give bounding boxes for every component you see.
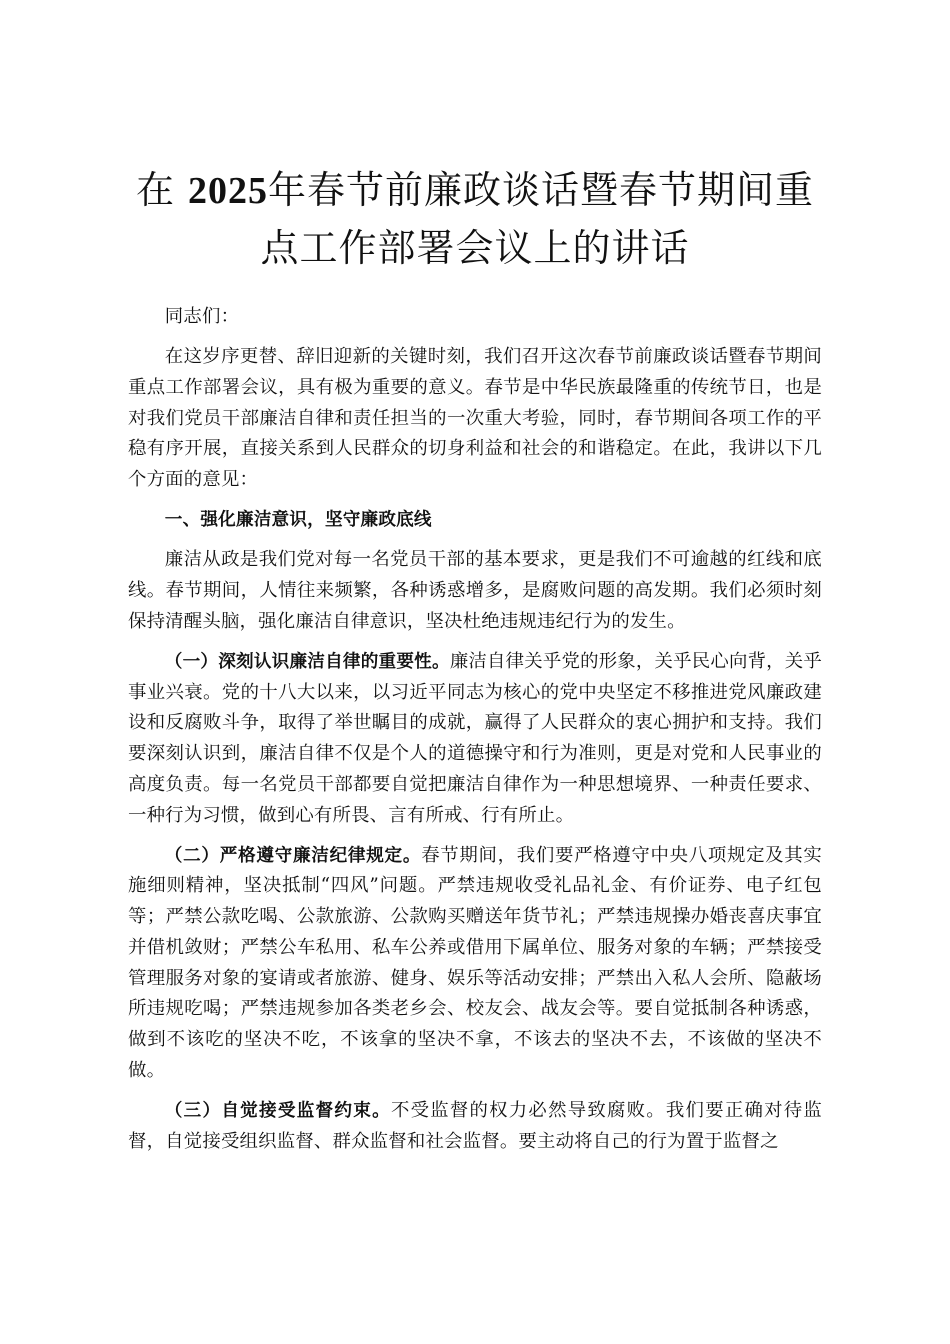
item-1-lead: （一）深刻认识廉洁自律的重要性。 xyxy=(164,652,450,673)
item-1-text: 廉洁自律关乎党的形象，关乎民心向背，关乎事业兴衰。党的十八大以来，以习近平同志为核心的党中央坚定不移推进党风廉政建设和反腐败斗争，取得了举世瞩目的成就，赢得了人民群众的衷心拥护和支持。我们要深刻认识到，廉洁自律不仅是个人的道德操守和行为准则，更是对党和人民事业的高度负责。每一名党员干部都要自觉把廉洁自律作为一种思想境界、一种责任要求、一种行为习惯，做到心有所畏、言有所戒、行有所止。 xyxy=(128,651,822,826)
section-1-heading-text: 一、强化廉洁意识，坚守廉政底线 xyxy=(164,510,432,531)
item-3-text: 不受监督的权力必然导致腐败。我们要正确对待监督，自觉接受组织监督、群众监督和社会监督。要主动将自己的行为置于监督之 xyxy=(128,1099,822,1152)
title-rest: 年春节前廉政谈话暨春节期间重点工作部署会议上的讲话 xyxy=(260,168,815,270)
title-prefix: 在 xyxy=(135,168,189,212)
title-year: 2025 xyxy=(188,170,269,212)
salutation: 同志们： xyxy=(164,306,240,327)
intro-paragraph: 在这岁序更替、辞旧迎新的关键时刻，我们召开这次春节前廉政谈话暨春节期间重点工作部署会议，具有极为重要的意义。春节是中华民族最隆重的传统节日，也是对我们党员干部廉洁自律和责任担当的一次重大考验，同时，春节期间各项工作的平稳有序开展，直接关系到人民群众的切身利益和社会的和谐稳定。在此，我讲以下几个方面的意见： xyxy=(128,346,822,491)
section-1-item-1 xyxy=(128,647,822,831)
section-1-paragraph: 廉洁从政是我们党对每一名党员干部的基本要求，更是我们不可逾越的红线和底线。春节期间，人情往来频繁，各种诱惑增多，是腐败问题的高发期。我们必须时刻保持清醒头脑，强化廉洁自律意识，坚决杜绝违规违纪行为的发生。 xyxy=(128,549,822,632)
document-title xyxy=(118,162,832,277)
document-body xyxy=(128,302,822,1157)
section-1-heading xyxy=(128,505,822,536)
item-2-lead: （二）严格遵守廉洁纪律规定。 xyxy=(164,845,422,866)
item-3-lead: （三）自觉接受监督约束。 xyxy=(164,1100,391,1121)
section-1-item-3 xyxy=(128,1096,822,1157)
item-2-text: 春节期间，我们要严格遵守中央八项规定及其实施细则精神，坚决抵制“四风”问题。严禁违规收受礼品礼金、有价证券、电子红包等；严禁公款吃喝、公款旅游、公款购买赠送年货节礼；严禁违规操办婚丧喜庆事宜并借机敛财；严禁公车私用、私车公养或借用下属单位、服务对象的车辆；严禁接受管理服务对象的宴请或者旅游、健身、娱乐等活动安排；严禁出入私人会所、隐蔽场所违规吃喝；严禁违规参加各类老乡会、校友会、战友会等。要自觉抵制各种诱惑，做到不该吃的坚决不吃，不该拿的坚决不拿，不该去的坚决不去，不该做的坚决不做。 xyxy=(128,844,822,1081)
section-1-item-2 xyxy=(128,841,822,1087)
